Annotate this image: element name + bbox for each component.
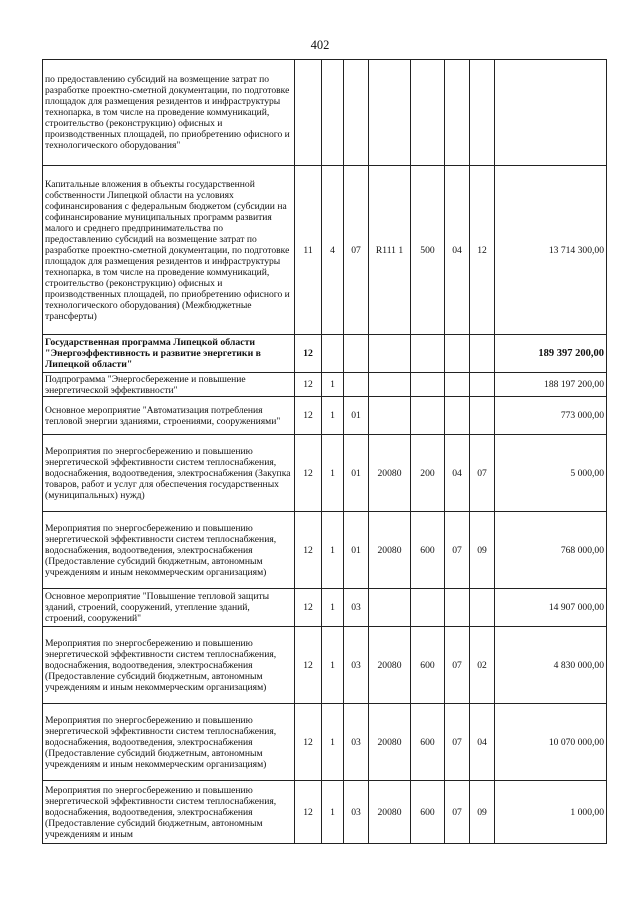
row-name-cell: по предоставлению субсидий на возмещение затрат по разработке проектно-сметной документации, по подготовке площадок для размещения резидентов и инфраструктуры технопарка, в том числе на проведение коммуникаций, строительство (реконструкцию) офисных и производственных площадей, по приобретению офисного и технологического оборудования": [43, 60, 295, 166]
direction-code-cell: 20080: [369, 781, 411, 844]
program-code-cell: 12: [295, 435, 322, 512]
subprogram-code-cell: 1: [322, 627, 344, 704]
section-cell: 04: [445, 435, 470, 512]
section-cell: [445, 335, 470, 373]
subprogram-code-cell: 1: [322, 512, 344, 589]
table-row: [43, 397, 607, 435]
main-activity-code-cell: 07: [344, 166, 369, 335]
amount-cell: 189 397 200,00: [495, 335, 607, 373]
direction-code-cell: [369, 335, 411, 373]
subsection-cell: 12: [470, 166, 495, 335]
main-activity-code-cell: 03: [344, 589, 369, 627]
direction-code-cell: 20080: [369, 512, 411, 589]
table-row: [43, 373, 607, 397]
direction-code-cell: [369, 397, 411, 435]
table-row: [43, 781, 607, 844]
table-row: [43, 512, 607, 589]
subsection-cell: [470, 60, 495, 166]
row-name-cell: Капитальные вложения в объекты государственной собственности Липецкой области на условиях софинансирования с федеральным бюджетом (субсидии на софинансирование муниципальных программ развития малого и среднего предпринимательства по предоставлению субсидий на возмещение затрат по разработке проектно-сметной документации, по подготовке площадок для размещения резидентов и инфраструктуры технопарка, в том числе на проведение коммуникаций, строительство (реконструкцию) офисных и производственных площадей, по приобретению офисного и технологического оборудования) (Межбюджетные трансферты): [43, 166, 295, 335]
table-row: [43, 166, 607, 335]
main-activity-code-cell: [344, 335, 369, 373]
page-number: 402: [310, 38, 330, 52]
subprogram-code-cell: 1: [322, 589, 344, 627]
expense-type-cell: [411, 589, 445, 627]
section-cell: 04: [445, 166, 470, 335]
amount-cell: 188 197 200,00: [495, 373, 607, 397]
direction-code-cell: R111 1: [369, 166, 411, 335]
table-row: [43, 627, 607, 704]
program-code-cell: [295, 60, 322, 166]
row-name-cell: Мероприятия по энергосбережению и повышению энергетической эффективности систем теплоснабжения, водоснабжения, водоотведения, электроснабжения (Предоставление субсидий бюджетным, автономным учреждениям и иным некоммерческим организациям): [43, 627, 295, 704]
subprogram-code-cell: 4: [322, 166, 344, 335]
row-name-cell: Подпрограмма "Энергосбережение и повышение энергетической эффективности": [43, 373, 295, 397]
budget-table: [42, 59, 607, 844]
program-code-cell: 12: [295, 512, 322, 589]
row-name-cell: Основное мероприятие "Автоматизация потребления тепловой энергии зданиями, строениями, сооружениями": [43, 397, 295, 435]
table-body: [43, 60, 607, 844]
direction-code-cell: 20080: [369, 627, 411, 704]
amount-cell: 14 907 000,00: [495, 589, 607, 627]
direction-code-cell: [369, 60, 411, 166]
subprogram-code-cell: 1: [322, 373, 344, 397]
section-cell: [445, 397, 470, 435]
direction-code-cell: [369, 589, 411, 627]
table-row: [43, 435, 607, 512]
program-code-cell: 12: [295, 704, 322, 781]
expense-type-cell: [411, 335, 445, 373]
subprogram-code-cell: 1: [322, 397, 344, 435]
section-cell: [445, 373, 470, 397]
row-name-cell: Государственная программа Липецкой области "Энергоэффективность и развитие энергетики в Липецкой области": [43, 335, 295, 373]
table-row: [43, 335, 607, 373]
subprogram-code-cell: 1: [322, 435, 344, 512]
expense-type-cell: 200: [411, 435, 445, 512]
subsection-cell: [470, 397, 495, 435]
subprogram-code-cell: [322, 335, 344, 373]
amount-cell: 5 000,00: [495, 435, 607, 512]
main-activity-code-cell: [344, 373, 369, 397]
subsection-cell: 07: [470, 435, 495, 512]
expense-type-cell: 600: [411, 781, 445, 844]
amount-cell: 1 000,00: [495, 781, 607, 844]
direction-code-cell: 20080: [369, 704, 411, 781]
section-cell: 07: [445, 704, 470, 781]
subsection-cell: 09: [470, 781, 495, 844]
expense-type-cell: [411, 373, 445, 397]
section-cell: 07: [445, 781, 470, 844]
subprogram-code-cell: 1: [322, 704, 344, 781]
expense-type-cell: [411, 397, 445, 435]
expense-type-cell: 600: [411, 512, 445, 589]
row-name-cell: Мероприятия по энергосбережению и повышению энергетической эффективности систем теплоснабжения, водоснабжения, водоотведения, электроснабжения (Предоставление субсидий бюджетным, автономным учреждениям и иным: [43, 781, 295, 844]
main-activity-code-cell: 01: [344, 397, 369, 435]
program-code-cell: 12: [295, 397, 322, 435]
subprogram-code-cell: [322, 60, 344, 166]
table-row: [43, 589, 607, 627]
section-cell: 07: [445, 512, 470, 589]
program-code-cell: 12: [295, 781, 322, 844]
subsection-cell: 09: [470, 512, 495, 589]
subsection-cell: 02: [470, 627, 495, 704]
program-code-cell: 12: [295, 589, 322, 627]
row-name-cell: Основное мероприятие "Повышение тепловой защиты зданий, строений, сооружений, утепление зданий, строений, сооружений": [43, 589, 295, 627]
amount-cell: 768 000,00: [495, 512, 607, 589]
section-cell: [445, 589, 470, 627]
section-cell: 07: [445, 627, 470, 704]
main-activity-code-cell: 01: [344, 435, 369, 512]
subsection-cell: [470, 335, 495, 373]
subsection-cell: [470, 373, 495, 397]
row-name-cell: Мероприятия по энергосбережению и повышению энергетической эффективности систем теплоснабжения, водоснабжения, водоотведения, электроснабжения (Предоставление субсидий бюджетным, автономным учреждениям и иным некоммерческим организациям): [43, 704, 295, 781]
expense-type-cell: 600: [411, 627, 445, 704]
expense-type-cell: 600: [411, 704, 445, 781]
program-code-cell: 12: [295, 373, 322, 397]
table-row: [43, 60, 607, 166]
subprogram-code-cell: 1: [322, 781, 344, 844]
program-code-cell: 11: [295, 166, 322, 335]
section-cell: [445, 60, 470, 166]
row-name-cell: Мероприятия по энергосбережению и повышению энергетической эффективности систем теплоснабжения, водоснабжения, водоотведения, электроснабжения (Закупка товаров, работ и услуг для обеспечения государственных (муниципальных) нужд): [43, 435, 295, 512]
amount-cell: 4 830 000,00: [495, 627, 607, 704]
program-code-cell: 12: [295, 627, 322, 704]
program-code-cell: 12: [295, 335, 322, 373]
main-activity-code-cell: 03: [344, 781, 369, 844]
main-activity-code-cell: [344, 60, 369, 166]
subsection-cell: 04: [470, 704, 495, 781]
main-activity-code-cell: 03: [344, 627, 369, 704]
amount-cell: 773 000,00: [495, 397, 607, 435]
row-name-cell: Мероприятия по энергосбережению и повышению энергетической эффективности систем теплоснабжения, водоснабжения, водоотведения, электроснабжения (Предоставление субсидий бюджетным, автономным учреждениям и иным некоммерческим организациям): [43, 512, 295, 589]
amount-cell: [495, 60, 607, 166]
main-activity-code-cell: 03: [344, 704, 369, 781]
expense-type-cell: 500: [411, 166, 445, 335]
table-row: [43, 704, 607, 781]
expense-type-cell: [411, 60, 445, 166]
subsection-cell: [470, 589, 495, 627]
amount-cell: 13 714 300,00: [495, 166, 607, 335]
direction-code-cell: 20080: [369, 435, 411, 512]
main-activity-code-cell: 01: [344, 512, 369, 589]
amount-cell: 10 070 000,00: [495, 704, 607, 781]
direction-code-cell: [369, 373, 411, 397]
